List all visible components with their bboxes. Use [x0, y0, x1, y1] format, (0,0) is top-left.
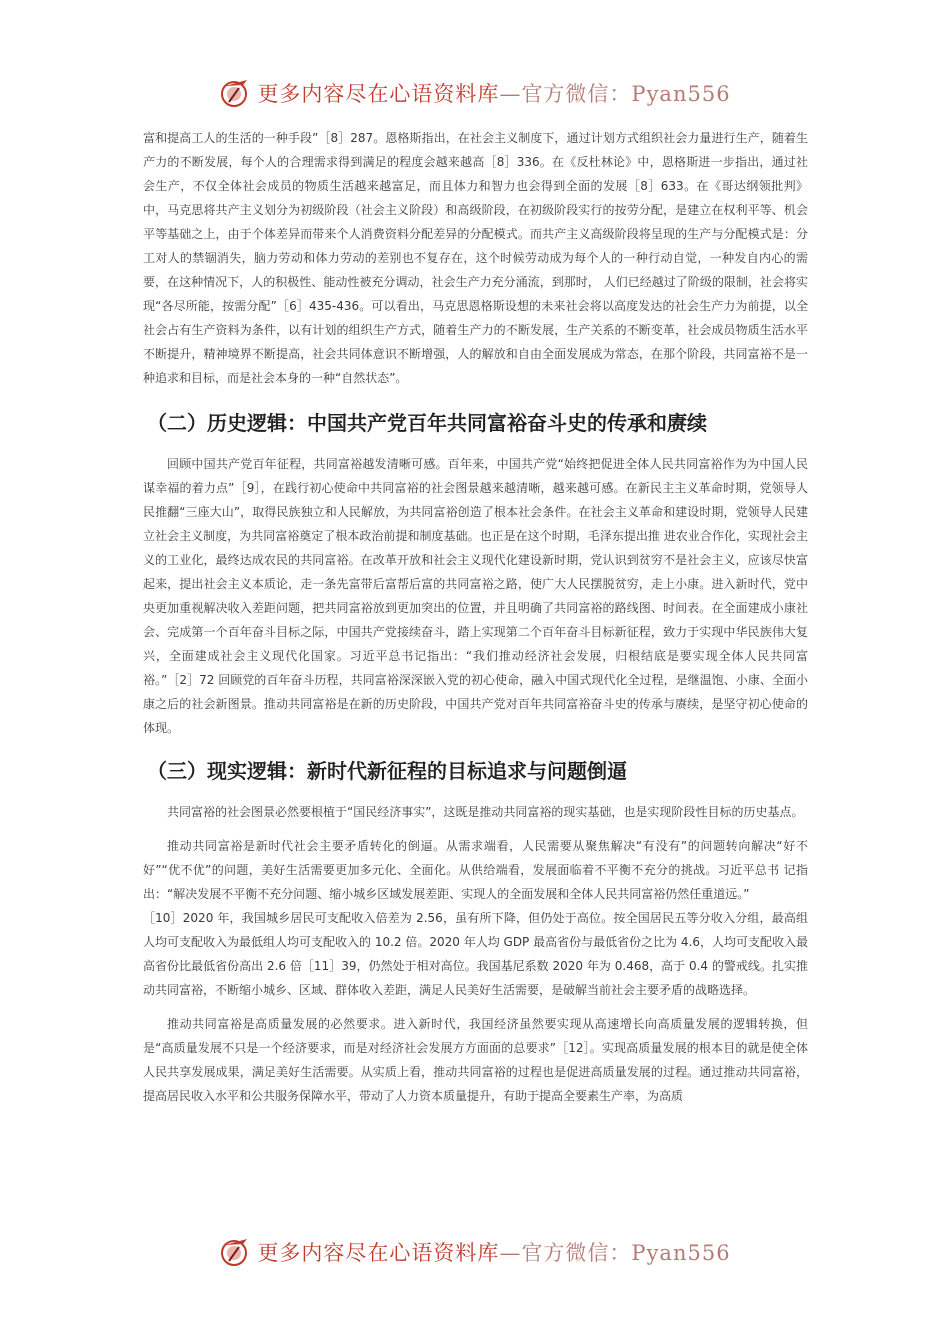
banner-text: [257, 1237, 730, 1267]
reality-paragraph-3: ［10］2020 年，我国城乡居民可支配收入倍差为 2.56，虽有所下降，但仍处于高位。按全国居民五等分收入分组，最高组人均可支配收入为最低组人均可支配收入的 10.2 倍。2020 年人均 GDP 最高省份与最低省份之比为 4.6，人均可支配收入最高省份比最低省份高出 2.6 倍［11］39，仍然处于相对高位。我国基尼系数 2020 年为 0.468，高于 0.4 的警戒线。扎实推动共同富裕，不断缩小城乡、区域、群体收入差距，满足人民美好生活需要，是破解当前社会主要矛盾的战略选择。: [143, 911, 809, 997]
banner-wechat: —官方微信：Pyan556: [499, 1241, 731, 1265]
logo-icon: [219, 1235, 253, 1269]
section-heading-history: （二）历史逻辑：中国共产党百年共同富裕奋斗史的传承和赓续: [147, 411, 707, 435]
reality-paragraph-1: 共同富裕的社会图景必然要根植于“国民经济事实”，这既是推动共同富裕的现实基础，也是实现阶段性目标的历史基点。: [167, 805, 804, 819]
logo-icon: [219, 76, 253, 110]
header-banner: [0, 70, 950, 116]
banner-brand: 更多内容尽在心语资料库: [257, 82, 500, 106]
reality-paragraph-4: 推动共同富裕是高质量发展的必然要求。进入新时代，我国经济虽然要实现从高速增长向高质量发展的逻辑转换，但是“高质量发展不只是一个经济要求，而是对经济社会发展方方面面的总要求”［12］。实现高质量发展的根本目的就是使全体人民共享发展成果，满足美好生活需要。从实质上看，推动共同富裕的过程也是促进高质量发展的过程。通过推动共同富裕，提高居民收入水平和公共服务保障水平，带动了人力资本质量提升，有助于提高全要素生产率，为高质: [143, 1017, 808, 1103]
document-body: [143, 126, 808, 1108]
banner-wechat: —官方微信：Pyan556: [499, 82, 731, 106]
footer-banner: [0, 1229, 950, 1275]
reality-paragraph-2: 推动共同富裕是新时代社会主要矛盾转化的倒逼。从需求端看，人民需要从聚焦解决“有没有”的问题转向解决“好不好”“优不优”的问题，美好生活需要更加多元化、全面化。从供给端看，发展面临着不平衡不充分的挑战。习近平总书 记指出：“解决发展不平衡不充分问题、缩小城乡区域发展差距、实现人的全面发展和全体人民共同富裕仍然任重道远。”: [143, 839, 808, 901]
section-heading-reality: （三）现实逻辑：新时代新征程的目标追求与问题倒逼: [147, 759, 627, 783]
banner-text: [257, 78, 730, 108]
banner-brand: 更多内容尽在心语资料库: [257, 1241, 500, 1265]
history-paragraph: 回顾中国共产党百年征程，共同富裕越发清晰可感。百年来，中国共产党“始终把促进全体人民共同富裕作为为中国人民谋幸福的着力点”［9］，在践行初心使命中共同富裕的社会图景越来越清晰，越来越可感。在新民主主义革命时期，党领导人民推翻“三座大山”，取得民族独立和人民解放，为共同富裕创造了根本社会条件。在社会主义革命和建设时期，党领导人民建立社会主义制度，为共同富裕奠定了根本政治前提和制度基础。也正是在这个时期，毛泽东提出推 进农业合作化，实现社会主义的工业化，最终达成农民的共同富裕。在改革开放和社会主义现代化建设新时期，党认识到贫穷不是社会主义，应该尽快富起来，提出社会主义本质论，走一条先富带后富帮后富的共同富裕之路，使广大人民摆脱贫穷，走上小康。进入新时代，党中央更加重视解决收入差距问题，把共同富裕放到更加突出的位置，并且明确了共同富裕的路线图、时间表。在全面建成小康社会、完成第一个百年奋斗目标之际，中国共产党接续奋斗，踏上实现第二个百年奋斗目标新征程，致力于实现中华民族伟大复兴，全面建成社会主义现代化国家。习近平总书记指出：“我们推动经济社会发展，归根结底是要实现全体人民共同富裕。”［2］72 回顾党的百年奋斗历程，共同富裕深深嵌入党的初心使命，融入中国式现代化全过程，是继温饱、小康、全面小康之后的社会新图景。推动共同富裕是在新的历史阶段，中国共产党对百年共同富裕奋斗史的传承与赓续，是坚守初心使命的体现。: [143, 457, 808, 735]
continued-paragraph: 富和提高工人的生活的一种手段”［8］287。恩格斯指出，在社会主义制度下，通过计划方式组织社会力量进行生产，随着生产力的不断发展，每个人的合理需求得到满足的程度会越来越高［8］336。在《反杜林论》中，恩格斯进一步指出，通过社会生产，不仅全体社会成员的物质生活越来越富足，而且体力和智力也会得到全面的发展［8］633。在《哥达纲领批判》中，马克思将共产主义划分为初级阶段（社会主义阶段）和高级阶段，在初级阶段实行的按劳分配，是建立在权利平等、机会平等基础之上，由于个体差异而带来个人消费资料分配差异的分配模式。而共产主义高级阶段将呈现的生产与分配模式是：分工对人的禁锢消失，脑力劳动和体力劳动的差别也不复存在，这个时候劳动成为每个人的一种行动自觉，一种发自内心的需要，在这种情况下，人的积极性、能动性被充分调动，社会生产力充分涌流，到那时， 人们已经越过了阶级的限制，社会将实现“各尽所能，按需分配”［6］435-436。可以看出，马克思恩格斯设想的未来社会将以高度发达的社会生产力为前提，以全社会占有生产资料为条件，以有计划的组织生产方式，随着生产力的不断发展，生产关系的不断变革，社会成员物质生活水平不断提升，精神境界不断提高，社会共同体意识不断增强，人的解放和自由全面发展成为常态，在那个阶段，共同富裕不是一种追求和目标，而是社会本身的一种“自然状态”。: [143, 131, 808, 385]
